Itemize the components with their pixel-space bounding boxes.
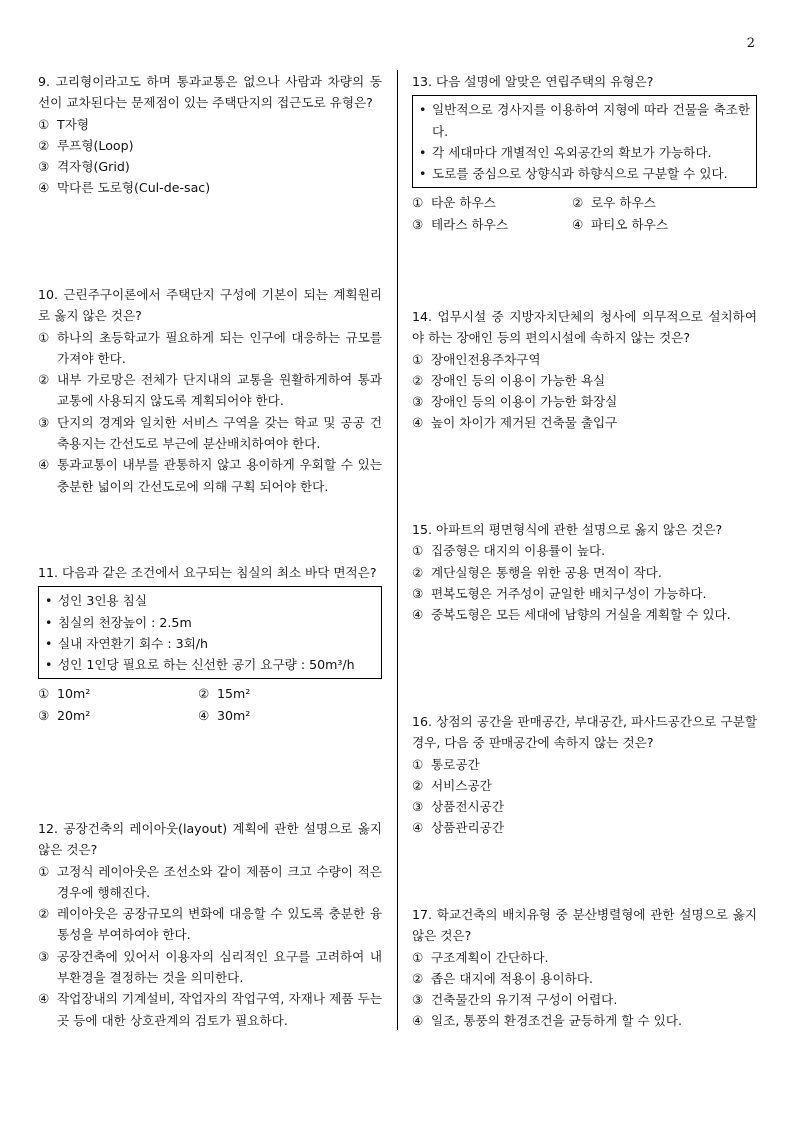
option-text: 서비스공간 [431, 777, 492, 793]
bullet-icon: • [419, 102, 427, 118]
option-1 [38, 861, 382, 904]
option-text: 장애인 등의 이용이 가능한 욕실 [431, 372, 606, 388]
option-number: ① [412, 949, 424, 965]
option-text: 집중형은 대지의 이용률이 높다. [431, 543, 606, 559]
option-1 [412, 754, 757, 775]
option-2 [38, 135, 382, 156]
option-number: ① [412, 351, 424, 367]
option-text: 장애인전용주차구역 [431, 351, 541, 367]
question-14 [412, 306, 757, 434]
option-number: ② [38, 137, 50, 153]
description-text: 일반적으로 경사지를 이용하여 지형에 따라 건물을 축조한다. [432, 102, 750, 139]
option-3 [412, 391, 757, 412]
condition-item [45, 590, 375, 611]
question-12 [38, 818, 382, 1031]
question-17 [412, 904, 757, 1032]
condition-text: 침실의 천장높이 : 2.5m [58, 614, 192, 630]
option-number: ④ [38, 457, 50, 473]
option-number: ① [38, 863, 50, 879]
option-text: 고정식 레이아웃은 조선소와 같이 제품이 크고 수량이 적은 경우에 행해진다. [57, 863, 382, 900]
option-text: 막다른 도로형(Cul-de-sac) [57, 180, 211, 196]
question-stem: 10. 근린주구이론에서 주택단지 구성에 기본이 되는 계획원리로 옳지 않은 것은? [38, 287, 382, 324]
option-2 [412, 775, 757, 796]
option-number: ④ [412, 1013, 424, 1029]
option-number: ① [38, 686, 50, 702]
option-1 [412, 540, 757, 561]
option-4 [198, 705, 382, 726]
option-text: 공장건축에 있어서 이용자의 심리적인 요구를 고려하여 내부환경을 결정하는 것을 의미한다. [57, 948, 382, 986]
option-text: 20m² [57, 707, 91, 723]
option-2 [38, 903, 382, 946]
option-1 [38, 327, 382, 370]
option-number: ③ [412, 585, 424, 601]
option-text: 타운 하우스 [431, 195, 496, 211]
column-divider [397, 70, 398, 1030]
option-text: 편복도형은 거주성이 균일한 배치구성이 가능하다. [431, 585, 707, 601]
option-number: ④ [412, 607, 424, 623]
option-4 [412, 604, 757, 625]
option-number: ③ [38, 414, 50, 430]
option-number: ③ [412, 799, 424, 815]
question-stem: 12. 공장건축의 레이아웃(layout) 계획에 관한 설명으로 옳지 않은 것은? [38, 821, 382, 858]
question-15 [412, 519, 757, 625]
description-item [419, 163, 750, 184]
description-item [419, 142, 750, 163]
option-number: ④ [412, 820, 424, 836]
option-3 [412, 796, 757, 817]
option-number: ④ [412, 415, 424, 431]
condition-text: 성인 3인용 침실 [58, 593, 148, 609]
option-4 [412, 1010, 757, 1031]
option-3 [38, 705, 198, 726]
option-number: ④ [572, 216, 584, 232]
page-number: 2 [746, 36, 755, 51]
option-number: ② [412, 970, 424, 986]
option-text: 상품관리공간 [431, 820, 504, 836]
option-text: 하나의 초등학교가 필요하게 되는 인구에 대응하는 규모를 가져야 한다. [57, 329, 382, 366]
option-text: 좁은 대지에 적용이 용이하다. [431, 970, 593, 986]
option-number: ③ [412, 394, 424, 410]
option-4 [38, 454, 382, 497]
question-stem: 11. 다음과 같은 조건에서 요구되는 침실의 최소 바닥 면적은? [38, 565, 377, 580]
option-number: ② [412, 372, 424, 388]
option-text: 파티오 하우스 [591, 216, 668, 232]
option-number: ③ [38, 707, 50, 723]
option-2 [198, 683, 382, 704]
option-1 [412, 349, 757, 370]
option-text: 30m² [217, 707, 251, 723]
bullet-icon: • [45, 635, 53, 651]
option-grid [412, 192, 757, 235]
option-text: 레이아웃은 공장규모의 변화에 대응할 수 있도록 충분한 융통성을 부여하여야 한다. [57, 906, 382, 943]
option-number: ① [412, 195, 424, 211]
option-number: ① [412, 543, 424, 559]
option-number: ① [38, 116, 50, 132]
question-stem: 17. 학교건축의 배치유형 중 분산병렬형에 관한 설명으로 옳지 않은 것은? [412, 907, 757, 944]
option-number: ② [198, 686, 210, 702]
option-2 [38, 369, 382, 412]
option-number: ④ [38, 180, 50, 196]
condition-box [38, 586, 382, 679]
option-2 [412, 968, 757, 989]
option-text: T자형 [57, 116, 90, 132]
option-text: 통과교통이 내부를 관통하지 않고 용이하게 우회할 수 있는 충분한 넓이의 간선도로에 의해 구획 되어야 한다. [57, 457, 382, 494]
option-3 [38, 156, 382, 177]
option-number: ② [572, 195, 584, 211]
option-text: 높이 차이가 제거된 건축물 출입구 [431, 415, 618, 431]
option-4 [38, 988, 382, 1031]
option-number: ② [412, 777, 424, 793]
description-text: 각 세대마다 개별적인 옥외공간의 확보가 가능하다. [432, 144, 712, 160]
condition-item [45, 654, 375, 675]
bullet-icon: • [45, 657, 53, 673]
option-text: 작업장내의 기계설비, 작업자의 작업구역, 자재나 제품 두는 곳 등에 대한 상호관계의 검토가 필요하다. [57, 991, 382, 1028]
question-stem: 16. 상점의 공간을 판매공간, 부대공간, 파사드공간으로 구분할 경우, 다음 중 판매공간에 속하지 않는 것은? [412, 714, 757, 751]
option-number: ② [412, 564, 424, 580]
option-text: 격자형(Grid) [57, 159, 130, 175]
option-1 [38, 683, 198, 704]
option-3 [38, 412, 382, 455]
option-3 [412, 583, 757, 604]
condition-text: 실내 자연환기 회수 : 3회/h [58, 635, 208, 651]
description-box [412, 95, 757, 188]
bullet-icon: • [45, 593, 53, 609]
option-text: 상품전시공간 [431, 799, 504, 815]
option-number: ① [412, 756, 424, 772]
description-item [419, 99, 750, 142]
option-1 [412, 192, 572, 213]
option-number: ② [38, 906, 50, 922]
option-text: 건축물간의 유기적 구성이 어렵다. [431, 992, 618, 1008]
question-stem: 15. 아파트의 평면형식에 관한 설명으로 옳지 않은 것은? [412, 522, 723, 537]
question-9 [38, 71, 382, 199]
bullet-icon: • [419, 166, 427, 182]
option-text: 테라스 하우스 [431, 216, 508, 232]
option-3 [412, 989, 757, 1010]
option-1 [412, 947, 757, 968]
option-text: 내부 가로망은 전체가 단지내의 교통을 원활하게하여 통과교통에 사용되지 않도록 계획되어야 한다. [57, 372, 382, 409]
option-number: ① [38, 329, 50, 345]
option-text: 통로공간 [431, 756, 480, 772]
question-11 [38, 562, 382, 726]
option-text: 계단실형은 통행을 위한 공용 면적이 작다. [431, 564, 662, 580]
option-number: ④ [198, 707, 210, 723]
option-4 [412, 412, 757, 433]
option-4 [572, 214, 757, 235]
option-4 [412, 817, 757, 838]
option-text: 일조, 통풍의 환경조건을 균등하게 할 수 있다. [431, 1013, 683, 1029]
question-10 [38, 284, 382, 497]
option-text: 15m² [217, 686, 251, 702]
option-number: ③ [412, 216, 424, 232]
option-text: 단지의 경계와 일치한 서비스 구역을 갖는 학교 및 공공 건축용지는 간선도로 부근에 분산배치하여야 한다. [57, 414, 382, 452]
description-text: 도로를 중심으로 상향식과 하향식으로 구분할 수 있다. [432, 166, 728, 182]
question-stem: 13. 다음 설명에 알맞은 연립주택의 유형은? [412, 74, 654, 89]
option-4 [38, 177, 382, 198]
option-number: ④ [38, 991, 50, 1007]
condition-text: 성인 1인당 필요로 하는 신선한 공기 요구량 : 50m³/h [58, 657, 355, 673]
condition-item [45, 633, 375, 654]
bullet-icon: • [45, 614, 53, 630]
option-text: 중복도형은 모든 세대에 남향의 거실을 계획할 수 있다. [431, 607, 731, 623]
option-2 [412, 562, 757, 583]
option-2 [412, 370, 757, 391]
option-3 [38, 946, 382, 989]
option-text: 구조계획이 간단하다. [431, 949, 549, 965]
option-3 [412, 214, 572, 235]
option-text: 루프형(Loop) [57, 137, 134, 153]
option-text: 10m² [57, 686, 91, 702]
option-text: 장애인 등의 이용이 가능한 화장실 [431, 394, 618, 410]
option-1 [38, 114, 382, 135]
option-number: ③ [412, 992, 424, 1008]
question-stem: 9. 고리형이라고도 하며 통과교통은 없으나 사람과 차량의 동선이 교차된다는 문제점이 있는 주택단지의 접근도로 유형은? [38, 74, 382, 111]
question-13 [412, 71, 757, 235]
question-stem: 14. 업무시설 중 지방자치단체의 청사에 의무적으로 설치하여야 하는 장애인 등의 편의시설에 속하지 않는 것은? [412, 309, 757, 346]
question-16 [412, 711, 757, 839]
option-grid [38, 683, 382, 726]
bullet-icon: • [419, 144, 427, 160]
option-text: 로우 하우스 [591, 195, 656, 211]
option-number: ③ [38, 948, 50, 964]
condition-item [45, 612, 375, 633]
option-number: ③ [38, 159, 50, 175]
option-2 [572, 192, 757, 213]
option-number: ② [38, 372, 50, 388]
